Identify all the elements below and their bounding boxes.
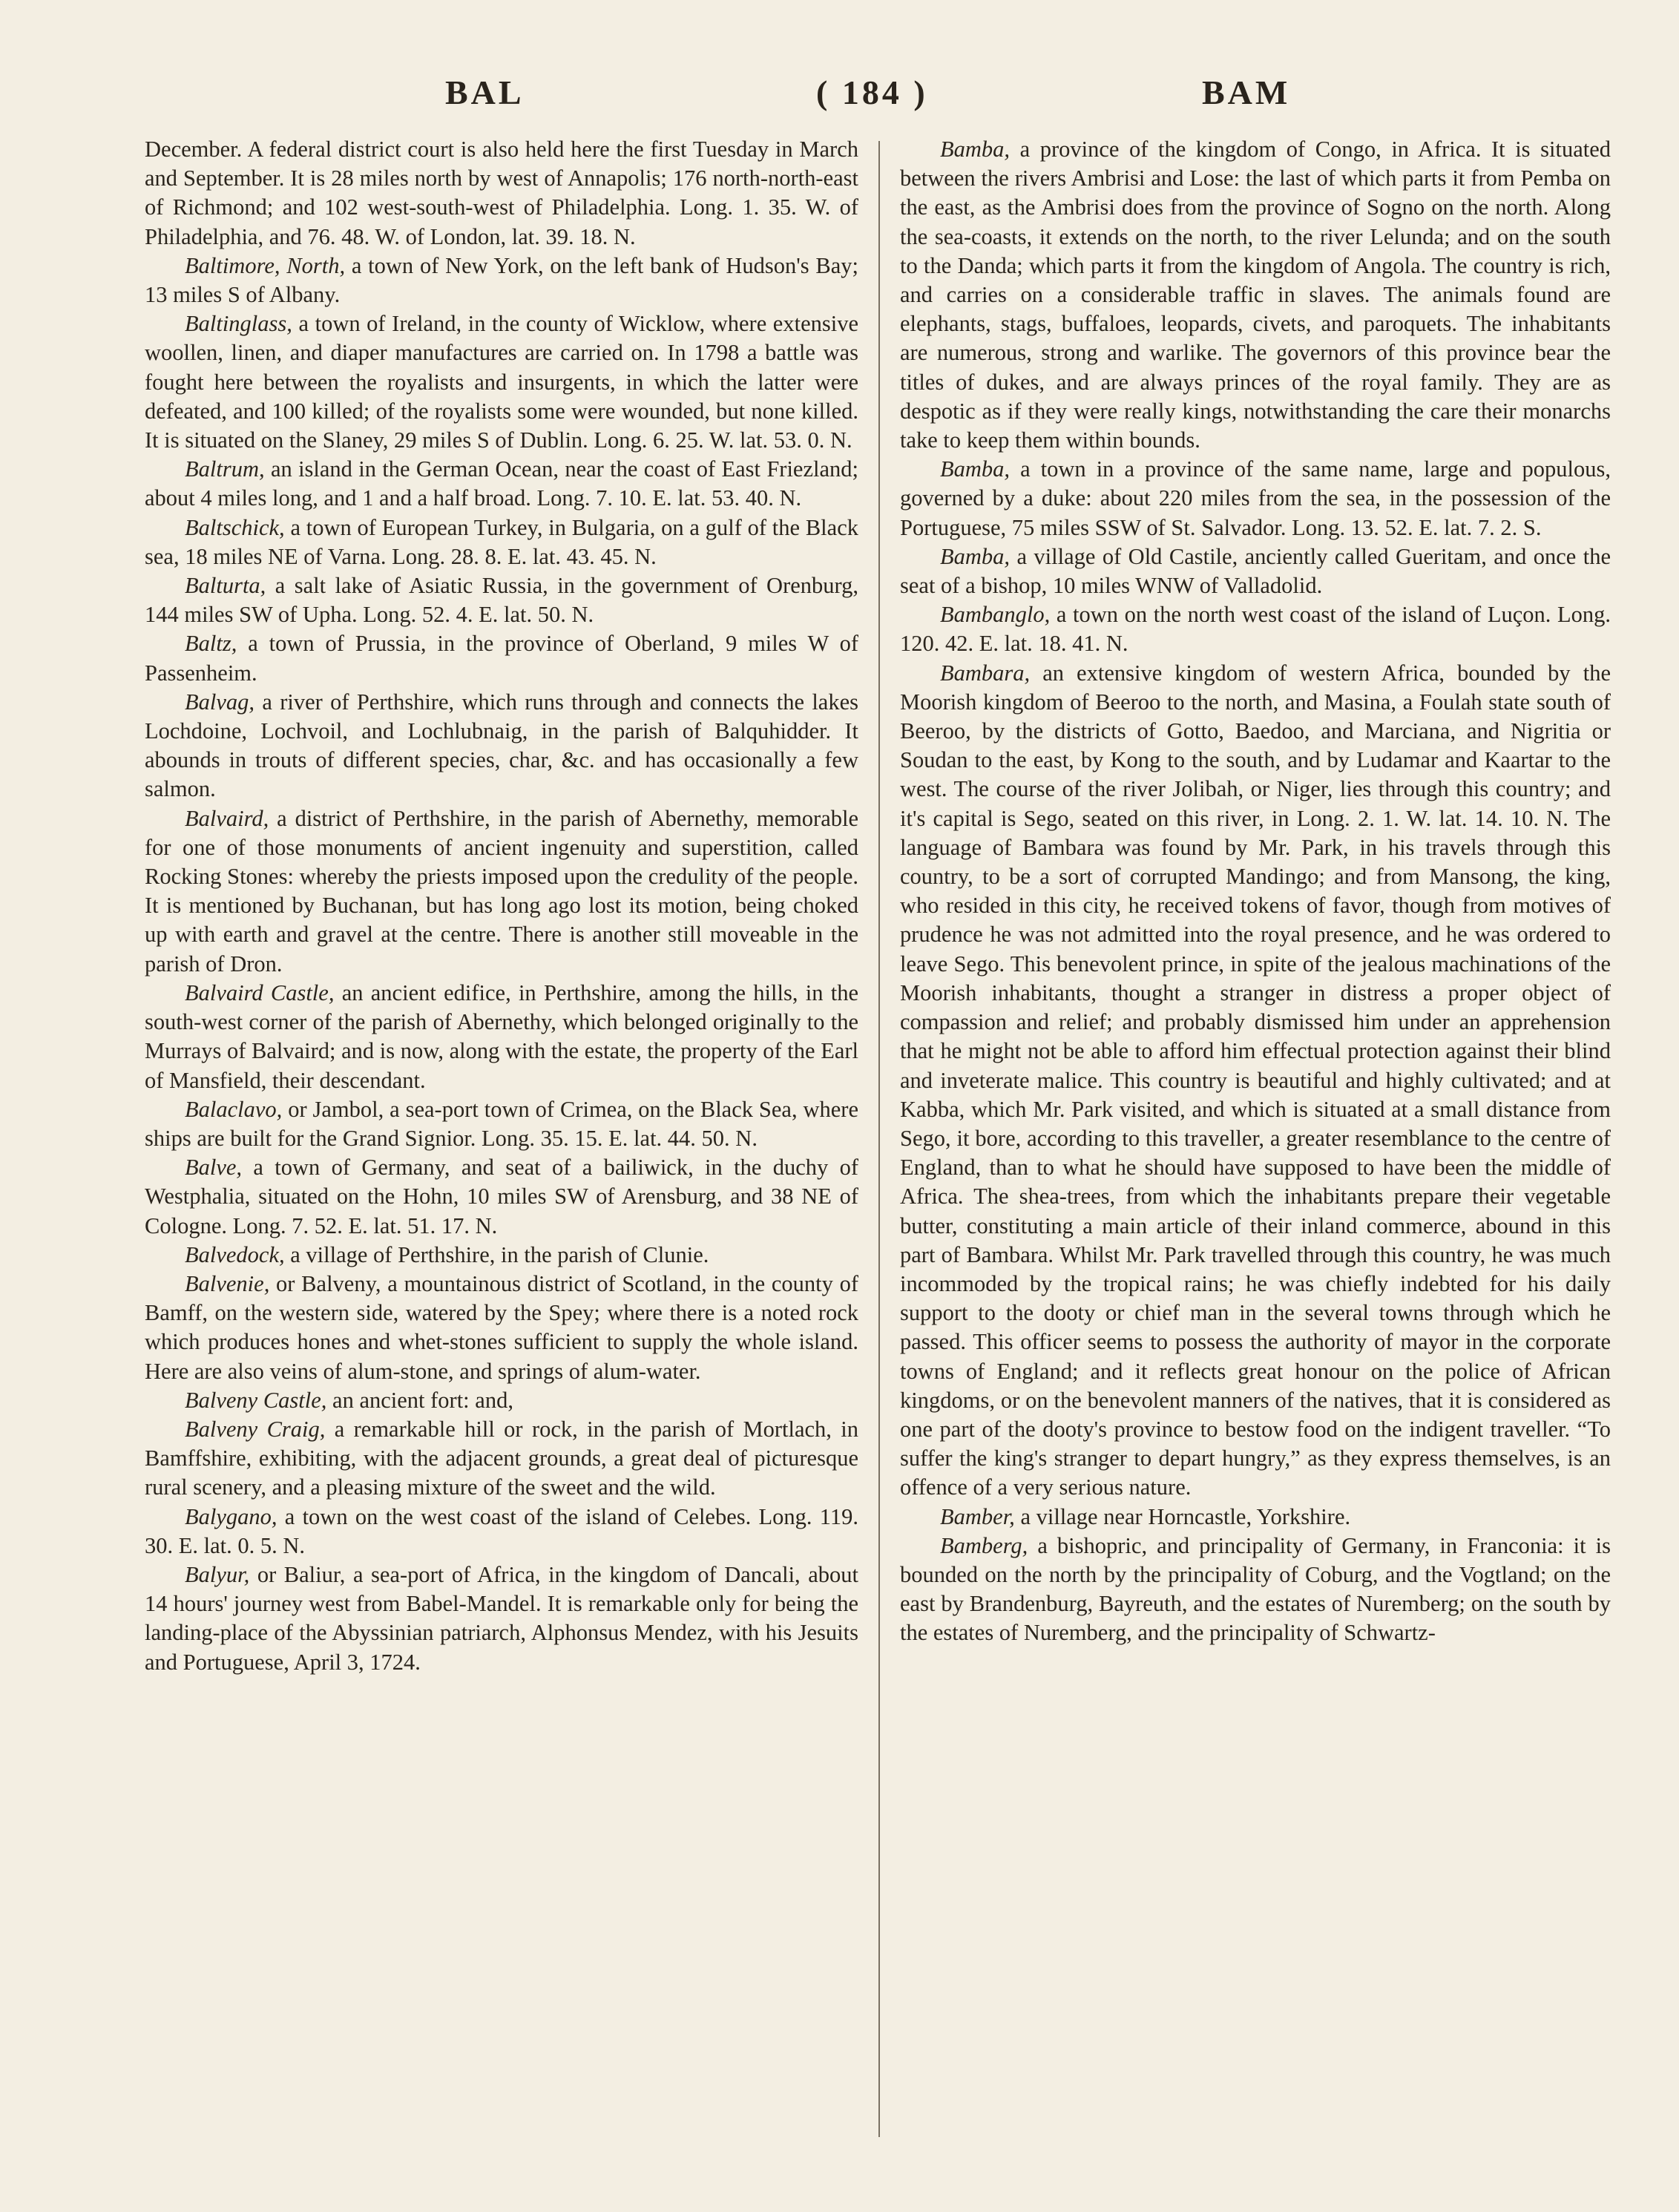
entry-text: a village of Old Castile, anciently called Gueritam, and once the seat of a bishop, 10 miles WNW of Valladolid.: [900, 543, 1611, 599]
entry: [145, 309, 858, 455]
entry-text: a town on the north west coast of the island of Luçon. Long. 120. 42. E. lat. 18. 41. N.: [900, 602, 1611, 657]
entry: [145, 629, 858, 687]
entry-text: a district of Perthshire, in the parish of Abernethy, memorable for one of those monuments of ancient ingenuity and superstition, called Rocking Stones: whereby the priests imposed upon the credulity of the people. It is mentioned by Buchanan, but has long ago lost its motion, being choked up with earth and gravel at the centre. There is another still moveable in the parish of Dron.: [145, 805, 858, 977]
entry: [145, 1560, 858, 1677]
entry-text: a salt lake of Asiatic Russia, in the government of Orenburg, 144 miles SW of Upha. Long. 52. 4. E. lat. 50. N.: [145, 573, 858, 628]
entry-headword: Baltz,: [185, 631, 237, 657]
entry-headword: Balvedock,: [185, 1241, 285, 1267]
entry: [145, 688, 858, 804]
left-column: [145, 135, 858, 2183]
entry-text: an ancient edifice, in Perthshire, among the hills, in the south-west corner of the parish of Abernethy, which belonged originally to the Murrays of Balvaird; and is now, along with the estate, the property of the Earl of Mansfield, their descendant.: [145, 979, 858, 1093]
entry-text: a bishopric, and principality of Germany, in Franconia: it is bounded on the north by the principality of Coburg, and the Vogtland; on the east by Brandenburg, Bayreuth, and the estates of Nuremberg; on the south by the estates of Nuremberg, and the principality of Schwartz-: [900, 1532, 1611, 1646]
entry-text: an extensive kingdom of western Africa, bounded by the Moorish kingdom of Beeroo to the north, and Masina, a Foulah state south of Beeroo, by the districts of Gotto, Baedoo, and Marciana, and Nigritia or Soudan to the east, by Kong to the south, and by Ludamar and Kaartar to the west. The course of the river Jolibah, or Niger, lies through this country; and it's capital is Sego, seated on this river, in Long. 2. 1. W. lat. 14. 10. N. The language of Bambara was found by Mr. Park, in his travels through this country, to be a sort of corrupted Mandingo; and from Mansong, the king, who resided in this city, he received tokens of favor, though from motives of prudence he was not admitted into the royal presence, and he was ordered to leave Sego. This benevolent prince, in spite of the jealous machinations of the Moorish inhabitants, thought a stranger in distress a proper object of compassion and relief; and probably dismissed him under an apprehension that he might not be able to afford him effectual protection against their blind and inveterate malice. This country is beautiful and highly cultivated; and at Kabba, which Mr. Park visited, and which is situated at a small distance from Sego, it bore, according to this traveller, a greater resemblance to the centre of England, than to what he should have supposed to have been the middle of Africa. The shea-trees, from which the inhabitants prepare their vegetable butter, constituting a main article of their inland commerce, abound in this part of Bambara. Whilst Mr. Park travelled through this country, he was much incommoded by the tropical rains; he was chiefly indebted for his daily support to the dooty or chief man in the several towns through which he passed. This officer seems to possess the authority of mayor in the corporate towns of England; and it reflects great honour on the police of African kingdoms, or on the benevolent manners of the natives, that it is considered as one part of the dooty's province to bestow food on the indigent traveller. “To suffer the king's stranger to depart hungry,” as they express themselves, is an offence of a very serious nature.: [900, 660, 1611, 1500]
entry-text: a town in a province of the same name, large and populous, governed by a duke: about 220 miles from the sea, in the possession of the Portuguese, 75 miles SSW of St. Salvador. Long. 13. 52. E. lat. 7. 2. S.: [900, 456, 1611, 540]
entry-headword: Bamba,: [940, 456, 1011, 482]
entry-headword: Balaclavo,: [185, 1096, 283, 1122]
entry: [900, 542, 1611, 600]
entry-headword: Balygano,: [185, 1503, 277, 1529]
header-left-guide-word: BAL: [445, 73, 525, 111]
entry-headword: Balveny Castle,: [185, 1387, 327, 1413]
entry-headword: Balve,: [185, 1155, 243, 1181]
entry: [145, 455, 858, 513]
entry-headword: Bambanglo,: [940, 602, 1051, 628]
entry: [145, 571, 858, 629]
entry-text: or Baliur, a sea-port of Africa, in the kingdom of Dancali, about 14 hours' journey west from Babel-Mandel. It is remarkable only for being the landing-place of the Abyssinian patriarch, Alphonsus Mendez, with his Jesuits and Portuguese, April 3, 1724.: [145, 1561, 858, 1675]
entry: [145, 1153, 858, 1241]
entry: [900, 1532, 1611, 1648]
entry-text: a remarkable hill or rock, in the parish of Mortlach, in Bamffshire, exhibiting, with the adjacent grounds, a great deal of picturesque rural scenery, and a pleasing mixture of the sweet and the wild.: [145, 1416, 858, 1500]
entry-headword: Balveny Craig,: [185, 1416, 326, 1442]
entry: [145, 1270, 858, 1386]
header-right-guide-word: BAM: [1202, 73, 1291, 111]
entry-text: or Balveny, a mountainous district of Scotland, in the county of Bamff, on the western side, watered by the Spey; where there is a noted rock which produces hones and whet-stones sufficient to supply the whole island. Here are also veins of alum-stone, and springs of alum-water.: [145, 1270, 858, 1384]
entry-headword: Balvenie,: [185, 1270, 270, 1296]
entry-headword: Balvaird Castle,: [185, 979, 335, 1005]
entry-headword: Balvag,: [185, 689, 255, 715]
entry: [145, 1415, 858, 1503]
entry: [900, 1503, 1611, 1532]
entry: [145, 1241, 858, 1270]
entry-headword: Bambara,: [940, 660, 1031, 686]
entry-text: a town of New York, on the left bank of Hudson's Bay; 13 miles S of Albany.: [145, 252, 858, 308]
entry-text: December. A federal district court is also held here the first Tuesday in March and September. It is 28 miles north by west of Annapolis; 176 north-north-east of Richmond; and 102 west-south-west of Philadelphia. Long. 1. 35. W. of Philadelphia, and 76. 48. W. of London, lat. 39. 18. N.: [145, 137, 858, 249]
entry-headword: Bamberg,: [940, 1532, 1028, 1558]
entry-text: a village near Horncastle, Yorkshire.: [1014, 1503, 1351, 1529]
entry-text: an island in the German Ocean, near the coast of East Friezland; about 4 miles long, and 1 and a half broad. Long. 7. 10. E. lat. 53. 40. N.: [145, 456, 858, 511]
entry: [145, 804, 858, 979]
entry-text: a town of Prussia, in the province of Oberland, 9 miles W of Passenheim.: [145, 631, 858, 686]
entry: [145, 513, 858, 571]
column-divider: [878, 141, 880, 2137]
entry-text: a town of Ireland, in the county of Wicklow, where extensive woollen, linen, and diaper manufactures are carried on. In 1798 a battle was fought here between the royalists and insurgents, in which the latter were defeated, and 100 killed; of the royalists some were wounded, but none killed. It is situated on the Slaney, 29 miles S of Dublin. Long. 6. 25. W. lat. 53. 0. N.: [145, 311, 858, 453]
entry: [145, 1503, 858, 1560]
entry-text: or Jambol, a sea-port town of Crimea, on the Black Sea, where ships are built for the Grand Signior. Long. 35. 15. E. lat. 44. 50. N.: [145, 1096, 858, 1151]
entry-text: a village of Perthshire, in the parish of Clunie.: [284, 1241, 709, 1267]
entry-headword: Baltschick,: [185, 514, 285, 540]
entry: [145, 979, 858, 1095]
entry-text: a town of European Turkey, in Bulgaria, on a gulf of the Black sea, 18 miles NE of Varna. Long. 28. 8. E. lat. 43. 45. N.: [145, 514, 858, 569]
entry-headword: Bamba,: [940, 543, 1011, 569]
entry-headword: Baltinglass,: [185, 311, 292, 337]
page-header: [148, 73, 1543, 117]
page-number: ( 184 ): [816, 73, 928, 111]
entry: [900, 455, 1611, 542]
entry-text: a river of Perthshire, which runs through and connects the lakes Lochdoine, Lochvoil, and Lochlubnaig, in the parish of Balquhidder. It abounds in trouts of different species, char, &c. and has occasionally a few salmon.: [145, 689, 858, 802]
entry-headword: Bamba,: [940, 137, 1011, 162]
entry-headword: Balyur,: [185, 1561, 250, 1587]
entry-text: an ancient fort: and,: [326, 1387, 513, 1413]
entry: [145, 135, 858, 252]
entry: [145, 252, 858, 309]
entry-headword: Balturta,: [185, 573, 266, 599]
entry-text: a province of the kingdom of Congo, in Africa. It is situated between the rivers Ambrisi and Lose: the last of which parts it from Pemba on the east, as the Ambrisi does from the province of Sogno on the north. Along the sea-coasts, it extends on the north, to the river Lelunda; and on the south to the Danda; which parts it from the kingdom of Angola. The country is rich, and carries on a considerable traffic in slaves. The animals found are elephants, stags, buffaloes, leopards, civets, and paroquets. The inhabitants are numerous, strong and warlike. The governors of this province bear the titles of dukes, and are always princes of the royal family. They are as despotic as if they were really kings, notwithstanding the care their monarchs take to keep them within bounds.: [900, 137, 1611, 453]
entry-headword: Balvaird,: [185, 805, 269, 831]
entry-headword: Baltrum,: [185, 456, 265, 482]
entry-headword: Bamber,: [940, 1503, 1015, 1529]
entry-text: a town of Germany, and seat of a bailiwick, in the duchy of Westphalia, situated on the Hohn, 10 miles SW of Arensburg, and 38 NE of Cologne. Long. 7. 52. E. lat. 51. 17. N.: [145, 1155, 858, 1238]
entry: [900, 659, 1611, 1503]
entry: [900, 135, 1611, 455]
entry-text: a town on the west coast of the island of Celebes. Long. 119. 30. E. lat. 0. 5. N.: [145, 1503, 858, 1558]
entry: [145, 1095, 858, 1153]
entry: [145, 1386, 858, 1415]
entry-headword: Baltimore, North,: [185, 252, 346, 278]
right-column: [900, 135, 1611, 2183]
entry: [900, 600, 1611, 658]
